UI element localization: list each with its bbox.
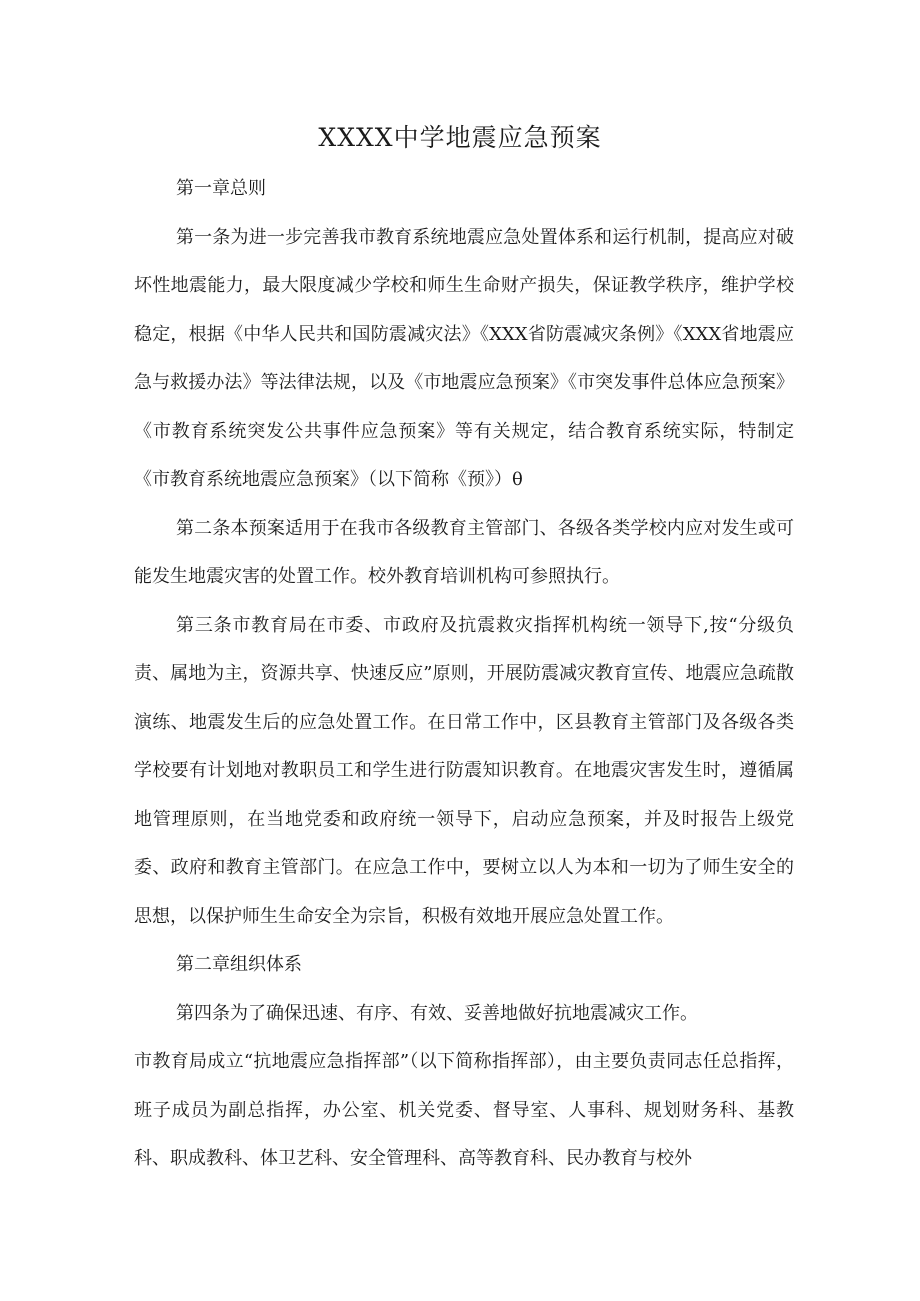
article-4-paragraph: 第四条为了确保迅速、有序、有效、妥善地做好抗地震减灾工作。: [176, 1002, 698, 1024]
command-center-paragraph: 市教育局成立“抗地震应急指挥部”（以下简称指挥部），由主要负责同志任总指挥，班子成员为副总指挥，办公室、机关党委、督导室、人事科、规划财务科、基教科、职成教科、体卫艺科、安全管理科、高等教育科、民办教育与校外: [134, 1051, 794, 1169]
article-2-paragraph: 第二条本预案适用于在我市各级教育主管部门、各级各类学校内应对发生或可能发生地震灾害的处置工作。校外教育培训机构可参照执行。: [134, 517, 794, 587]
article-3-paragraph: 第三条市教育局在市委、市政府及抗震救灾指挥机构统一领导下,按“分级负责、属地为主，资源共享、快速反应”原则，开展防震减灾教育宣传、地震应急疏散演练、地震发生后的应急处置工作。在日常工作中，区县教育主管部门及各级各类学校要有计划地对教职员工和学生进行防震知识教育。在地震灾害发生时，遵循属地管理原则，在当地党委和政府统一领导下，启动应急预案，并及时报告上级党委、政府和教育主管部门。在应急工作中，要树立以人为本和一切为了师生安全的思想，以保护师生生命安全为宗旨，积极有效地开展应急处置工作。: [134, 614, 794, 927]
article-1-paragraph: 第一条为进一步完善我市教育系统地震应急处置体系和运行机制，提高应对破坏性地震能力，最大限度减少学校和师生生命财产损失，保证教学秩序，维护学校稳定，根据《中华人民共和国防震减灾法》《XXX省防震减灾条例》《XXX省地震应急与救援办法》等法律法规，以及《市地震应急预案》《市突发事件总体应急预案》《市教育系统突发公共事件应急预案》等有关规定，结合教育系统实际，特制定《市教育系统地震应急预案》（以下简称《预》）θ: [134, 226, 794, 490]
chapter-heading-2: 第二章组织体系: [176, 954, 302, 975]
document-title: XXXX中学地震应急预案: [318, 123, 602, 152]
document-body: [134, 165, 794, 1184]
chapter-heading-1: 第一章总则: [176, 178, 266, 199]
